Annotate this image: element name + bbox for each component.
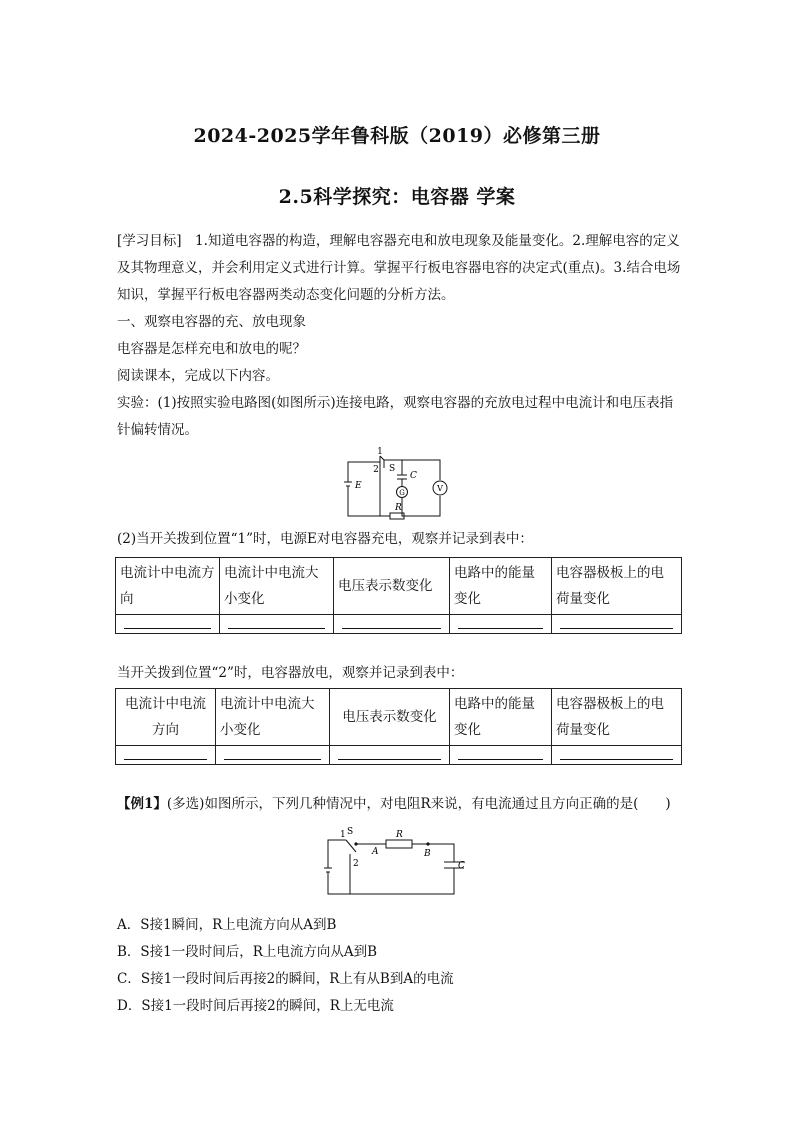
discharge-header-current-magnitude: 电流计中电流大小变化 <box>216 689 330 746</box>
option-d: D．S接1一段时间后再接2的瞬间，R上无电流 <box>117 998 394 1014</box>
switch-pos-1-label: 1 <box>340 830 346 840</box>
discharging-record-table <box>115 688 682 765</box>
discharge-header-charge: 电容器极板上的电荷量变化 <box>552 689 682 746</box>
charge-header-current-magnitude: 电流计中电流大小变化 <box>220 558 334 615</box>
resistor-label: R <box>396 830 403 840</box>
document-title: 2024-2025学年鲁科版（2019）必修第三册 <box>193 125 601 147</box>
discharge-answer-blank[interactable] <box>330 746 450 765</box>
charge-header-current-direction: 电流计中电流方向 <box>116 558 220 615</box>
learning-objectives: [学习目标] 1.知道电容器的构造，理解电容器充电和放电现象及能量变化。2.理解电容的定义及其物理意义，并会利用定义式进行计算。掌握平行板电容器电容的决定式(重点)。3.结合电场知识，掌握平行板电容器两类动态变化问题的分析方法。 <box>117 233 681 303</box>
capacitor-label: C <box>458 861 465 871</box>
point-b-label: B <box>424 849 431 859</box>
discharge-answer-blank[interactable] <box>116 746 216 765</box>
charging-instruction: (2)当开关拨到位置“1”时，电源E对电容器充电，观察并记录到表中： <box>117 531 533 547</box>
switch-pos-1-label: 1 <box>377 447 383 457</box>
resistor-label: R <box>395 503 402 513</box>
charging-record-table <box>115 557 682 634</box>
voltmeter-label: V <box>437 484 443 493</box>
charge-answer-blank[interactable] <box>334 615 450 634</box>
discharge-header-energy: 电路中的能量变化 <box>450 689 552 746</box>
charge-answer-blank[interactable] <box>116 615 220 634</box>
charge-header-energy: 电路中的能量变化 <box>450 558 552 615</box>
charge-answer-blank[interactable] <box>450 615 552 634</box>
switch-label: S <box>347 827 354 837</box>
discharge-answer-blank[interactable] <box>450 746 552 765</box>
lesson-title: 2.5科学探究：电容器 学案 <box>278 186 516 208</box>
switch-pos-2-label: 2 <box>373 465 379 475</box>
charge-header-voltage: 电压表示数变化 <box>334 558 450 615</box>
option-a: A．S接1瞬间，R上电流方向从A到B <box>117 917 337 933</box>
experiment-step-1: 实验：(1)按照实验电路图(如图所示)连接电路，观察电容器的充放电过程中电流计和电压表指针偏转情况。 <box>117 395 674 438</box>
example-1-label: 【例1】 <box>117 796 167 812</box>
charge-answer-blank[interactable] <box>552 615 682 634</box>
capacitor-label: C <box>410 471 417 481</box>
option-b: B．S接1一段时间后，R上电流方向从A到B <box>117 944 378 960</box>
option-c: C．S接1一段时间后再接2的瞬间，R上有从B到A的电流 <box>117 971 454 987</box>
charge-answer-blank[interactable] <box>220 615 334 634</box>
discharge-header-current-direction: 电流计中电流方向 <box>116 689 216 746</box>
charging-circuit-diagram <box>340 446 460 524</box>
example-circuit-diagram <box>320 820 470 900</box>
point-a-label: A <box>372 847 379 857</box>
galvanometer-label: G <box>399 489 405 497</box>
discharge-header-voltage: 电压表示数变化 <box>330 689 450 746</box>
discharge-answer-blank[interactable] <box>216 746 330 765</box>
charge-header-charge: 电容器极板上的电荷量变化 <box>552 558 682 615</box>
section-heading: 一、观察电容器的充、放电现象 <box>117 314 306 330</box>
guiding-question: 电容器是怎样充电和放电的呢？ <box>117 341 306 357</box>
reading-instruction: 阅读课本，完成以下内容。 <box>117 368 279 384</box>
emf-label: E <box>355 481 362 491</box>
switch-pos-2-label: 2 <box>353 859 359 869</box>
example-1-stem <box>117 791 671 818</box>
discharging-instruction: 当开关拨到位置“2”时，电容器放电，观察并记录到表中： <box>117 665 464 681</box>
discharge-answer-blank[interactable] <box>552 746 682 765</box>
switch-label: S <box>389 464 396 474</box>
example-1-question: (多选)如图所示，下列几种情况中，对电阻R来说，有电流通过且方向正确的是( ) <box>166 796 671 812</box>
